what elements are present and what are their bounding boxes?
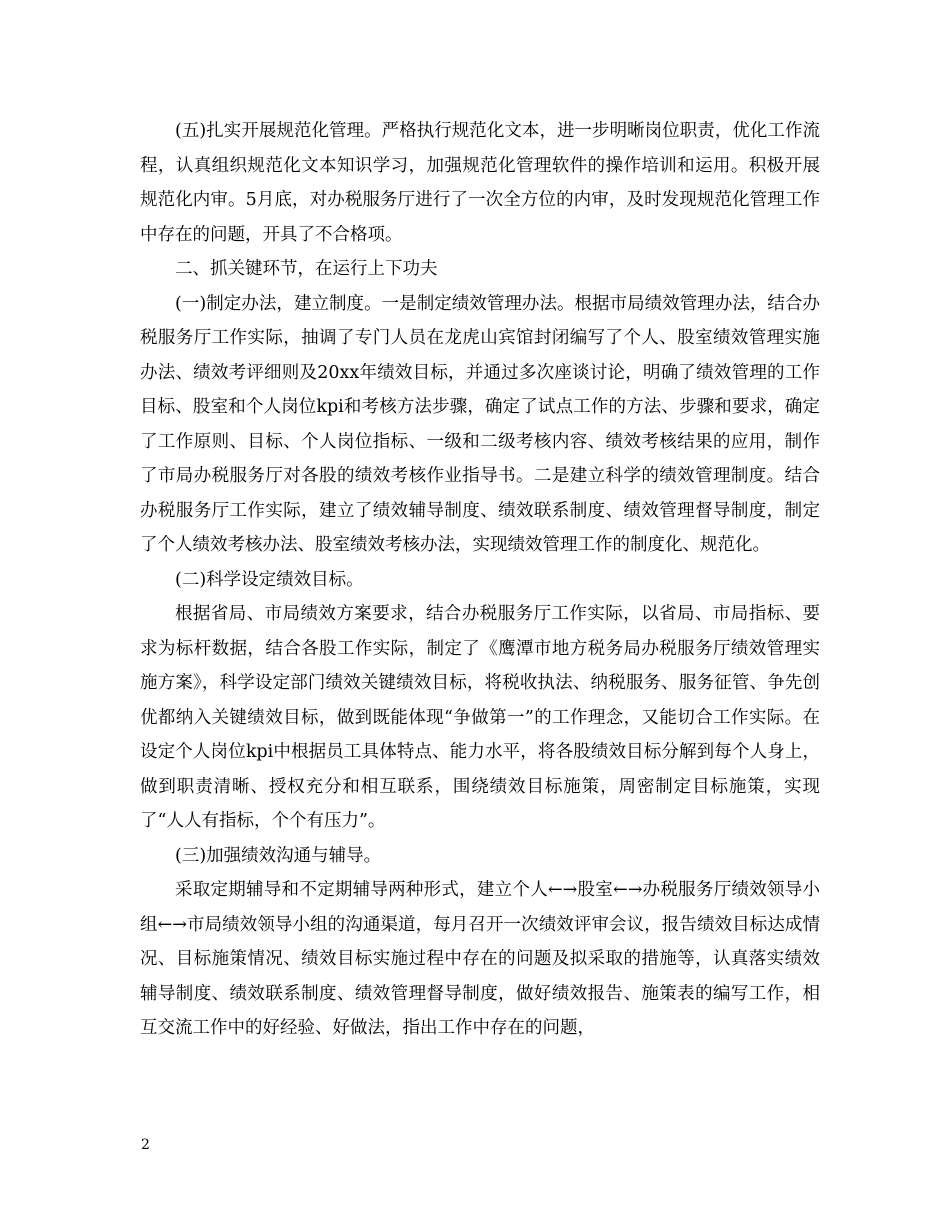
section-heading-key-links: 二、抓关键环节，在运行上下功夫: [175, 259, 438, 279]
paragraph-regularized-management: (五)扎实开展规范化管理。严格执行规范化文本，进一步明晰岗位职责，优化工作流程，认真组织规范化文本知识学习，加强规范化管理软件的操作培训和运用。积极开展规范化内审。5月底，对办税服务厅进行了一次全方位的内审，及时发现规范化管理工作中存在的问题，开具了不合格项。: [140, 121, 820, 245]
paragraph-formulate-measures: (一)制定办法，建立制度。一是制定绩效管理办法。根据市局绩效管理办法，结合办税服务厅工作实际，抽调了专门人员在龙虎山宾馆封闭编写了个人、股室绩效管理实施办法、绩效考评细则及20xx年绩效目标，并通过多次座谈讨论，明确了绩效管理的工作目标、股室和个人岗位kpi和考核方法步骤，确定了试点工作的方法、步骤和要求，确定了工作原则、目标、个人岗位指标、一级和二级考核内容、绩效考核结果的应用，制作了市局办税服务厅对各股的绩效考核作业指导书。二是建立科学的绩效管理制度。结合办税服务厅工作实际，建立了绩效辅导制度、绩效联系制度、绩效管理督导制度，制定了个人绩效考核办法、股室绩效考核办法，实现绩效管理工作的制度化、规范化。: [140, 293, 820, 555]
subheading-set-goals: (二)科学设定绩效目标。: [175, 569, 364, 590]
paragraph-set-goals: 根据省局、市局绩效方案要求，结合办税服务厅工作实际，以省局、市局指标、要求为标杆数据，结合各股工作实际，制定了《鹰潭市地方税务局办税服务厅绩效管理实施方案》，科学设定部门绩效关键绩效目标，将税收执法、纳税服务、服务征管、争先创优都纳入关键绩效目标，做到既能体现“争做第一”的工作理念，又能切合工作实际。在设定个人岗位kpi中根据员工具体特点、能力水平，将各股绩效目标分解到每个人身上，做到职责清晰、授权充分和相互联系，围绕绩效目标施策，周密制定目标施策，实现了“人人有指标，个个有压力”。: [140, 604, 820, 831]
subheading-communication: (三)加强绩效沟通与辅导。: [175, 845, 382, 866]
page-number: 2: [141, 1137, 150, 1153]
document-body: [140, 114, 820, 1046]
paragraph-communication: 采取定期辅导和不定期辅导两种形式，建立个人←→股室←→办税服务厅绩效领导小组←→市局绩效领导小组的沟通渠道，每月召开一次绩效评审会议，报告绩效目标达成情况、目标施策情况、绩效目标实施过程中存在的问题及拟采取的措施等，认真落实绩效辅导制度、绩效联系制度、绩效管理督导制度，做好绩效报告、施策表的编写工作，相互交流工作中的好经验、好做法，指出工作中存在的问题，: [140, 880, 820, 1038]
